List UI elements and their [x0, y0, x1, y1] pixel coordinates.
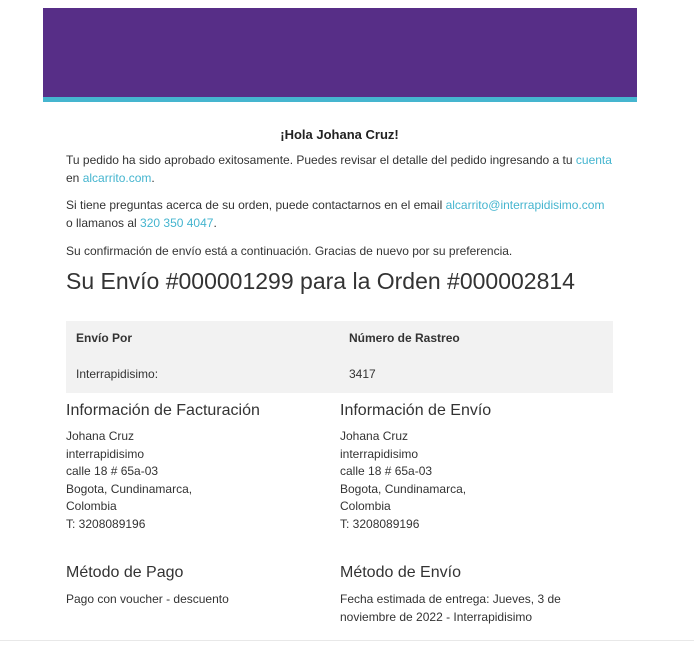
intro-text: Tu pedido ha sido aprobado exitosamente. Puedes revisar el detalle del pedido ingresando a tu: [66, 153, 576, 167]
shipping-company: interrapidisimo: [340, 446, 419, 461]
intro-text-end: .: [151, 171, 155, 185]
shipment-table: [66, 321, 613, 393]
payment-method-value: Pago con voucher - descuento: [66, 592, 229, 606]
contact-text: Si tiene preguntas acerca de su orden, puede contactarnos en el email: [66, 198, 446, 212]
shipping-phone: T: 3208089196: [340, 516, 420, 531]
shipping-title: Información de Envío: [340, 402, 492, 419]
shipping-method-value: [340, 590, 610, 626]
shipping-method-line-1: Fecha estimada de entrega: Jueves, 3 de: [340, 592, 561, 606]
shipping-name: Johana Cruz: [340, 429, 409, 443]
tracking-number-link[interactable]: 3417: [349, 367, 376, 381]
shipping-country: Colombia: [340, 499, 391, 514]
contact-text-end: .: [213, 216, 217, 230]
shipping-method-title: Método de Envío: [340, 564, 461, 581]
shipping-method-line-2: noviembre de 2022 - Interrapidisimo: [340, 610, 533, 624]
intro-paragraph: [66, 151, 613, 187]
billing-country: Colombia: [66, 499, 117, 514]
billing-street: calle 18 # 65a-03: [66, 464, 159, 479]
payment-method-title: Método de Pago: [66, 564, 184, 581]
header-accent-stripe: [43, 97, 637, 102]
order-title: Su Envío #000001299 para la Orden #000002814: [66, 268, 575, 294]
shipping-city: Bogota, Cundinamarca,: [340, 481, 467, 496]
confirmation-paragraph: Su confirmación de envío está a continuación. Gracias de nuevo por su preferencia.: [66, 244, 513, 258]
footer-divider: [0, 640, 694, 641]
greeting: ¡Hola Johana Cruz!: [280, 127, 399, 142]
billing-name: Johana Cruz: [66, 429, 135, 443]
billing-title: Información de Facturación: [66, 402, 260, 419]
carrier-header: Envío Por: [76, 331, 133, 345]
intro-text-mid: en: [66, 171, 83, 185]
shipping-address: [340, 428, 466, 534]
site-link[interactable]: alcarrito.com: [82, 171, 152, 185]
email-link[interactable]: alcarrito@interrapidisimo.com: [445, 198, 605, 212]
phone-link[interactable]: 320 350 4047: [140, 216, 214, 230]
header-banner: [43, 8, 637, 97]
tracking-header: Número de Rastreo: [349, 331, 460, 345]
billing-phone: T: 3208089196: [66, 516, 146, 531]
carrier-value: Interrapidisimo:: [76, 367, 159, 381]
billing-city: Bogota, Cundinamarca,: [66, 481, 193, 496]
shipping-street: calle 18 # 65a-03: [340, 464, 433, 479]
contact-paragraph: [66, 196, 613, 232]
billing-address: [66, 428, 192, 534]
account-link[interactable]: cuenta: [575, 153, 612, 167]
billing-company: interrapidisimo: [66, 446, 145, 461]
contact-text-mid: o llamanos al: [66, 216, 141, 230]
